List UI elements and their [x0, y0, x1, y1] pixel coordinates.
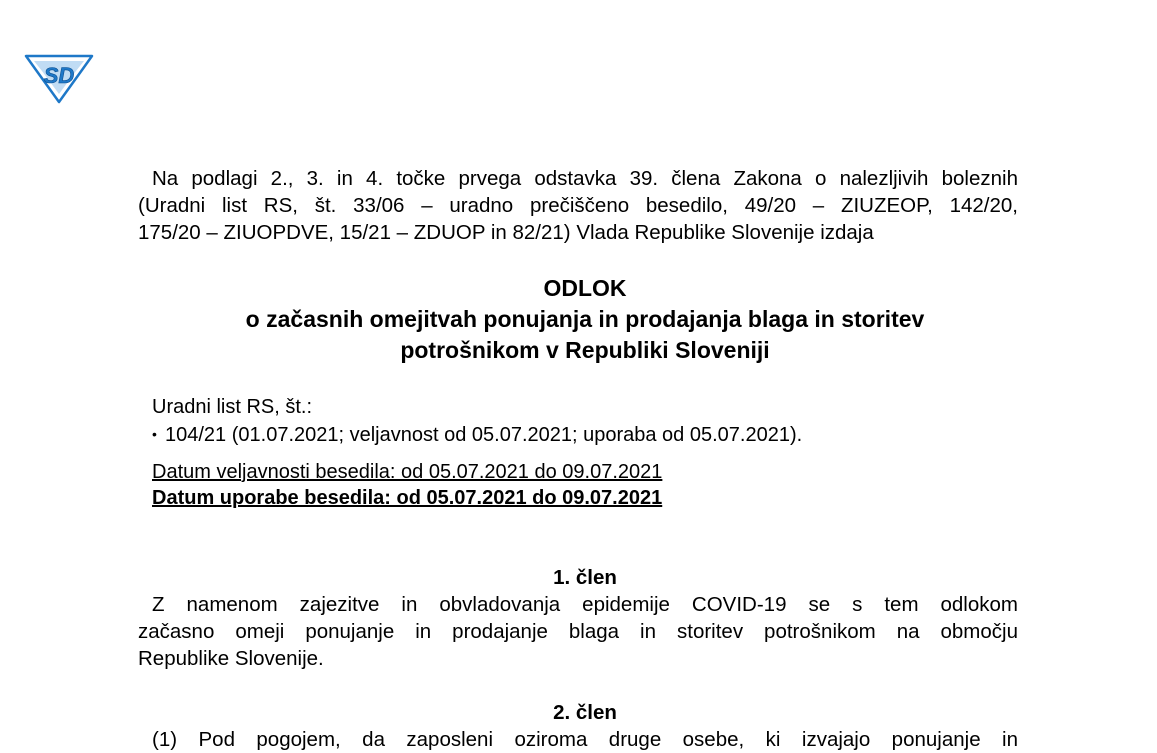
title-line: o začasnih omejitvah ponujanja in prodajanja blaga in storitev	[245, 306, 925, 332]
article-1-heading: 1. člen	[553, 566, 617, 589]
bullet-icon: •	[152, 426, 157, 442]
gazette-item-text: 104/21 (01.07.2021; veljavnost od 05.07.2021; uporaba od 05.07.2021).	[165, 424, 803, 446]
logo-letters: SD	[43, 63, 75, 88]
title-line: potrošnikom v Republiki Sloveniji	[400, 337, 770, 363]
sd-shield-logo	[22, 50, 96, 104]
article-line: Z namenom zajezitve in obvladovanja epidemije COVID-19 se s tem odlokom	[152, 593, 1018, 616]
intro-paragraph	[138, 165, 1018, 246]
article-line: začasno omeji ponujanje in prodajanje blaga in storitev potrošnikom na območju	[138, 620, 1018, 643]
article-line: Republike Slovenije.	[138, 647, 324, 670]
intro-line: (Uradni list RS, št. 33/06 – uradno prečiščeno besedilo, 49/20 – ZIUZEOP, 142/20,	[138, 194, 1018, 217]
document-title	[138, 273, 1032, 366]
usage-date: Datum uporabe besedila: od 05.07.2021 do 09.07.2021	[152, 487, 663, 509]
article-line: (1) Pod pogojem, da zaposleni oziroma druge osebe, ki izvajajo ponujanje in	[152, 728, 1018, 751]
title-line: ODLOK	[543, 275, 627, 301]
intro-line: 175/20 – ZIUOPDVE, 15/21 – ZDUOP in 82/21) Vlada Republike Slovenije izdaja	[138, 221, 874, 244]
intro-line: Na podlagi 2., 3. in 4. točke prvega odstavka 39. člena Zakona o nalezljivih boleznih	[152, 167, 1018, 190]
gazette-list-item	[152, 421, 802, 448]
article-1-body	[138, 591, 1018, 672]
validity-date: Datum veljavnosti besedila: od 05.07.2021 do 09.07.2021	[152, 461, 663, 483]
article-2-heading: 2. člen	[553, 701, 617, 724]
gazette-label: Uradni list RS, št.:	[152, 396, 313, 418]
article-2-body	[138, 726, 1018, 753]
